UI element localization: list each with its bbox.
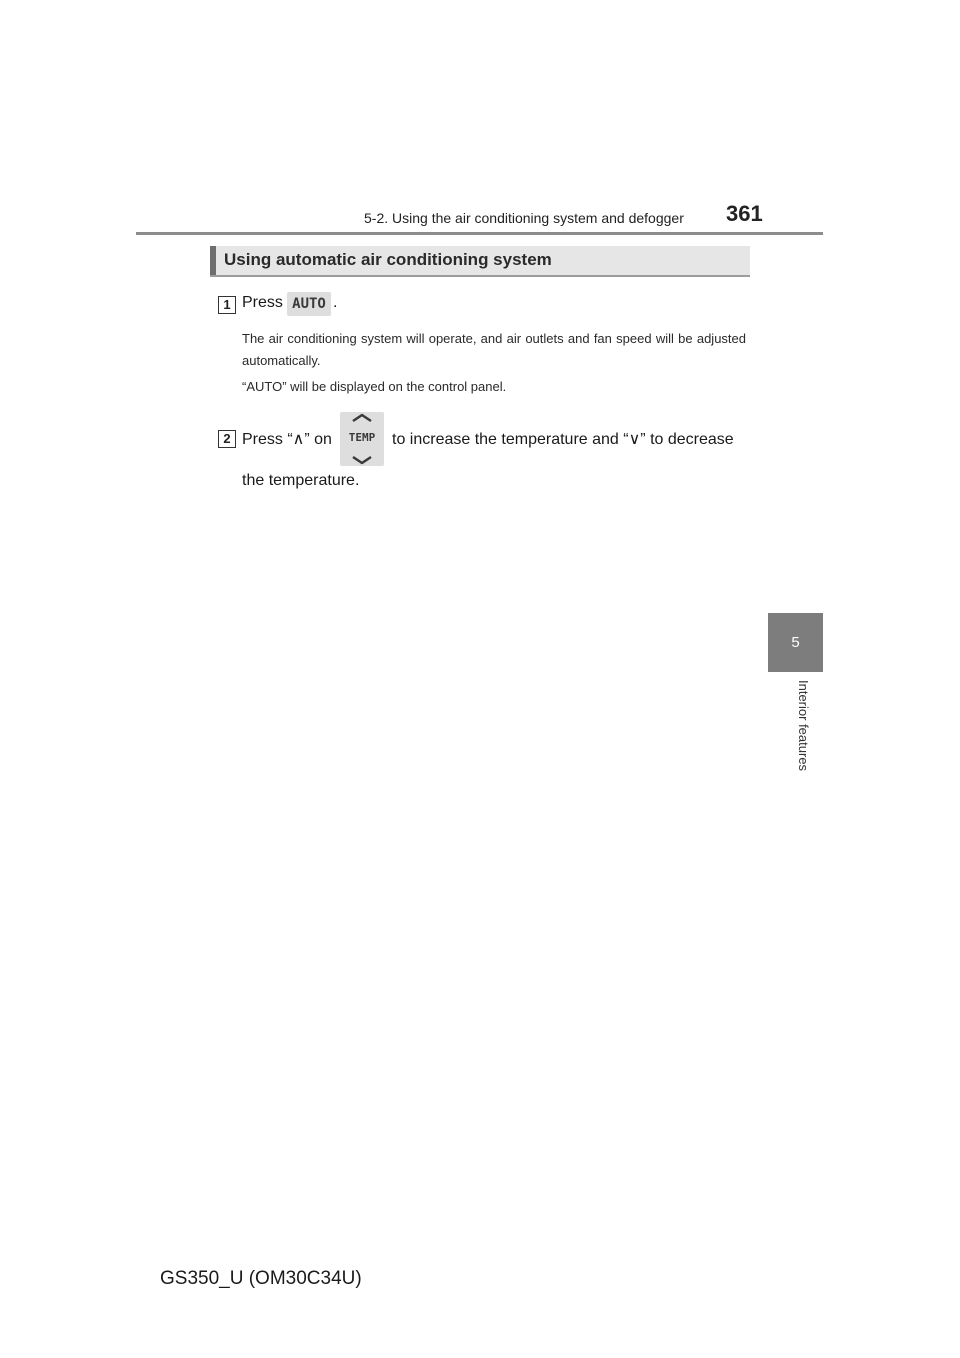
page-header-title: 5-2. Using the air conditioning system and defogger (364, 210, 684, 226)
step-1-text-after: . (333, 294, 338, 311)
step-2-text-after: to increase the temperature and “∨” to decrease (392, 431, 734, 448)
header-divider (136, 232, 823, 235)
temp-button-icon (340, 412, 384, 466)
chevron-down-icon (353, 457, 371, 463)
step-number-1: 1 (218, 296, 236, 314)
step-1-text-before: Press (242, 294, 283, 311)
step-1-note-1: The air conditioning system will operate, and air outlets and fan speed will be adjusted automatically. (242, 331, 746, 368)
chapter-name: Interior features (796, 680, 811, 772)
chapter-tab (768, 613, 823, 672)
page-number: 361 (726, 201, 763, 226)
section-heading-underline (210, 275, 750, 277)
auto-button-label: AUTO (292, 296, 326, 312)
step-number-2: 2 (218, 430, 236, 448)
section-title: Using automatic air conditioning system (224, 250, 552, 269)
step-1-note-2: “AUTO” will be displayed on the control panel. (242, 379, 507, 394)
temp-button-label: TEMP (348, 431, 376, 444)
model-code: GS350_U (OM30C34U) (160, 1268, 362, 1289)
step-2-text-before: Press “∧” on (242, 431, 332, 448)
auto-button-icon (287, 292, 331, 316)
chapter-number: 5 (791, 634, 800, 651)
step-2-text-line2: the temperature. (242, 472, 360, 489)
